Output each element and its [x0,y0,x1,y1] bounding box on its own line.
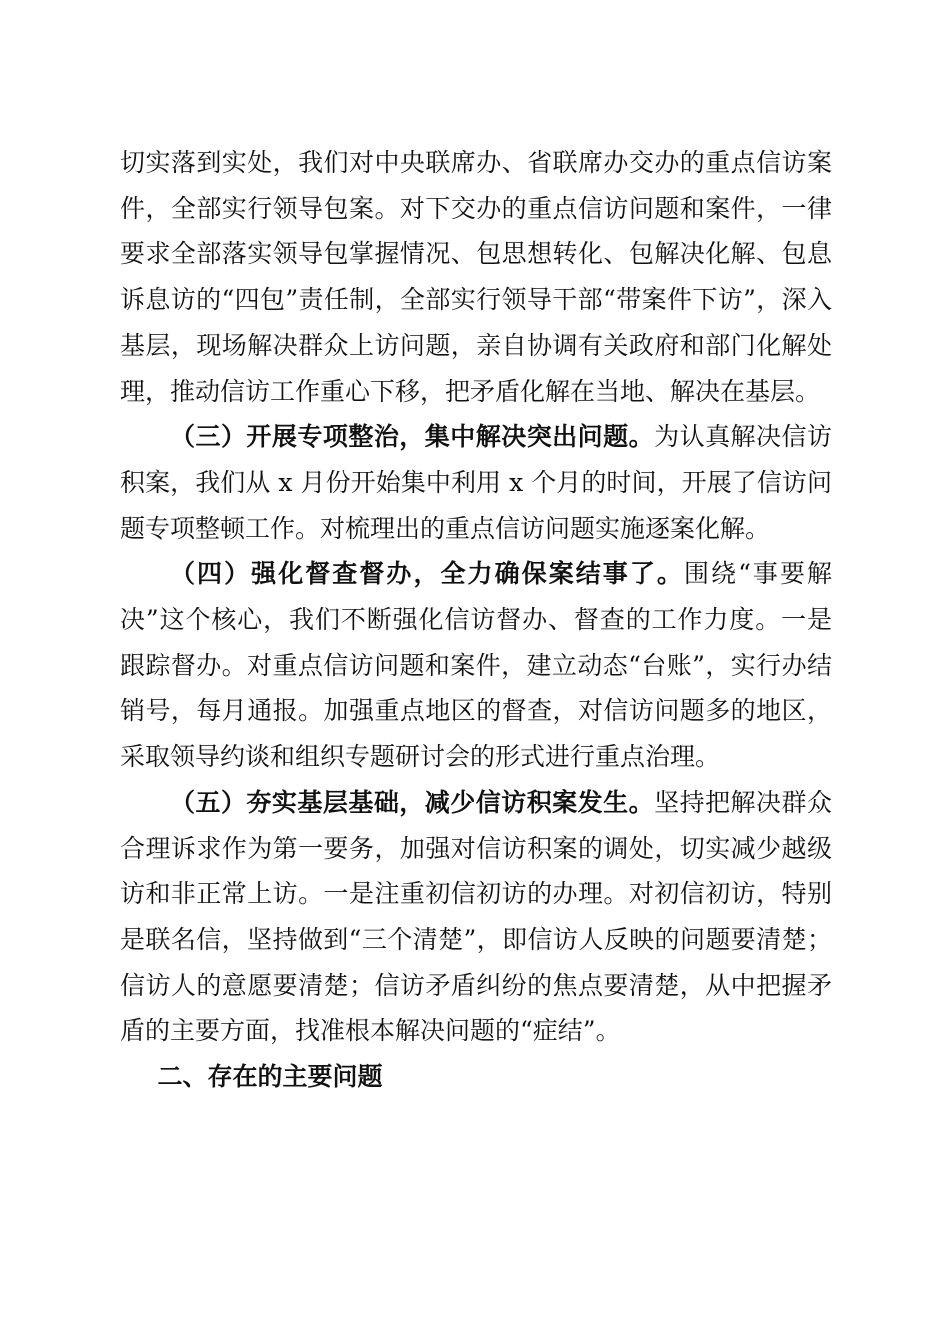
paragraph-body: 为认真解决信访积案，我们从 x 月份开始集中利用 x 个月的时间，开展了信访问题专项整顿工作。对梳理出的重点信访问题实施逐案化解。 [120,422,832,543]
section-title: 二、存在的主要问题 [157,1062,383,1092]
paragraph-body: 坚持把解决群众合理诉求作为第一要务，加强对信访积案的调处，切实减少越级访和非正常上访。一是注重初信初访的办理。对初信初访，特别是联名信，坚持做到“三个清楚”，即信访人反映的问题要清楚；信访人的意愿要清楚；信访矛盾纠纷的焦点要清楚，从中把握矛盾的主要方面，找准根本解决问题的“症结”。 [120,787,832,1046]
paragraph-special-rectification [120,414,832,551]
paragraph-heading: （四）强化督查督办，全力确保案结事了。 [170,559,684,589]
paragraph-body: 围绕“事要解决”这个核心，我们不断强化信访督办、督查的工作力度。一是跟踪督办。对重点信访问题和案件，建立动态“台账”，实行办结销号，每月通报。加强重点地区的督查，对信访问题多的地区，采取领导约谈和组织专题研讨会的形式进行重点治理。 [120,559,833,772]
paragraph-body: 切实落到实处，我们对中央联席办、省联席办交办的重点信访案件，全部实行领导包案。对下交办的重点信访问题和案件，一律要求全部落实领导包掌握情况、包思想转化、包解决化解、包息诉息访的“四包”责任制，全部实行领导干部“带案件下访”，深入基层，现场解决群众上访问题，亲自协调有关政府和部门化解处理，推动信访工作重心下移，把矛盾化解在当地、解决在基层。 [120,148,832,406]
paragraph-heading: （三）开展专项整治，集中解决突出问题。 [170,422,655,452]
paragraph-grassroots [120,780,832,1054]
document-body [120,140,832,1100]
paragraph-supervision [120,551,832,780]
paragraph-continuation [120,140,832,414]
paragraph-heading: （五）夯实基层基础，减少信访积案发生。 [170,787,655,817]
